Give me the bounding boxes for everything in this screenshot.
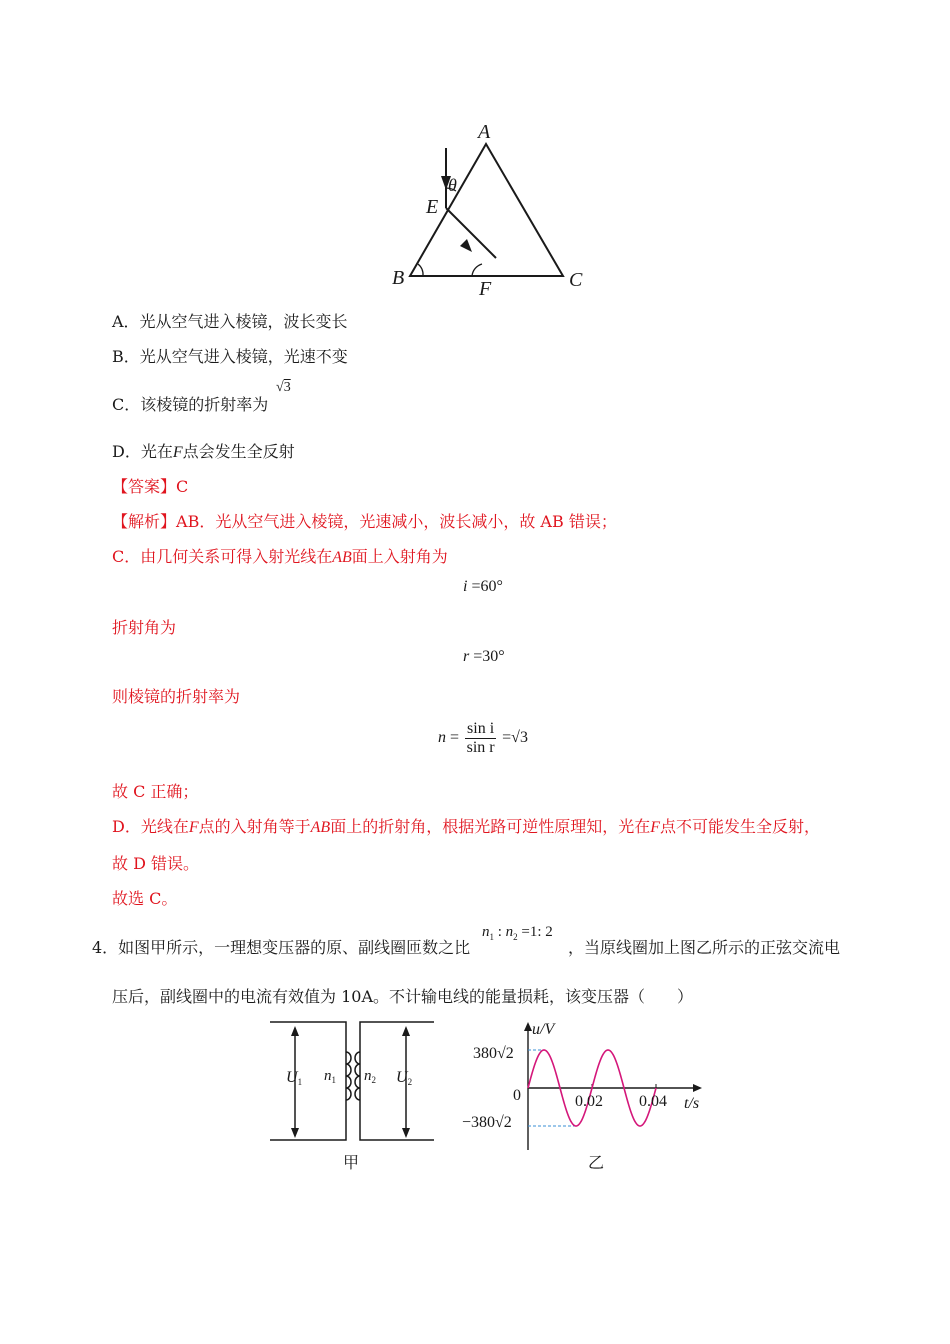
final-answer: 故选 C。 <box>112 889 178 908</box>
ratio-sub2: 2 <box>513 932 518 942</box>
eq-n-numerator: sin i <box>467 720 495 737</box>
u1-label: U1 <box>286 1069 303 1087</box>
q4-ratio <box>482 924 553 942</box>
option-b: B．光从空气进入棱镜，光速不变 <box>112 347 348 366</box>
y-bottom-label: −380√2 <box>462 1114 512 1131</box>
angle-f-arc <box>472 264 482 276</box>
sine-chart <box>458 1016 718 1178</box>
option-d <box>112 442 295 463</box>
label-c: C <box>569 269 583 291</box>
ratio-n1: n <box>482 924 490 940</box>
analysis-d-line-1 <box>112 817 820 838</box>
option-d-post: 点会发生全反射 <box>182 442 295 461</box>
u2-label: U2 <box>396 1069 413 1087</box>
q4-line-2: 压后，副线圈中的电流有效值为 10A。不计输电线的能量损耗，该变压器（ ） <box>112 987 694 1006</box>
n1-label: $n_1$ <box>324 1068 336 1085</box>
equation-i <box>463 578 503 596</box>
eq-n-eq: = <box>450 729 460 747</box>
origin-label: 0 <box>513 1087 521 1104</box>
arrow-up-icon <box>291 1026 299 1036</box>
arrow-down-icon <box>291 1128 299 1138</box>
eq-n-fraction <box>465 720 496 757</box>
ratio-colon: : <box>497 924 502 940</box>
x-axis-label: t/s <box>684 1095 700 1112</box>
eq-i-var: i <box>463 578 468 595</box>
d1d: AB <box>310 819 331 836</box>
analysis-ab-text: AB．光从空气进入棱镜，光速减小，波长减小，故 AB 错误； <box>176 512 617 531</box>
answer: 【答案】C <box>112 477 189 496</box>
y-axis-arrow-icon <box>524 1022 532 1031</box>
label-b: B <box>392 267 405 289</box>
label-e: E <box>426 196 439 218</box>
d1b: F <box>188 819 199 836</box>
c-line-post: 面上入射角为 <box>351 547 448 566</box>
equation-n <box>438 720 528 757</box>
eq-n-denominator: sin r <box>466 739 495 756</box>
ratio-n2: n <box>505 924 514 940</box>
d1g: 点不可能发生全反射， <box>659 817 820 836</box>
analysis-ab <box>112 512 617 532</box>
eq-r-val: =30° <box>473 648 505 665</box>
eq-n-var: n <box>438 729 446 747</box>
x-axis-arrow-icon <box>693 1084 702 1092</box>
d1f: F <box>650 819 660 836</box>
index-label: 则棱镜的折射率为 <box>112 687 241 706</box>
y-top-label: 380√2 <box>473 1045 514 1062</box>
analysis-tag: 【解析】 <box>112 512 177 531</box>
c-line-var: AB <box>332 549 352 566</box>
eq-r-var: r <box>463 648 470 665</box>
c-correct: 故 C 正确； <box>112 782 199 801</box>
prism-figure <box>380 118 590 302</box>
ratio-sub1: 1 <box>489 932 494 942</box>
option-a: A．光从空气进入棱镜，波长变长 <box>112 312 348 331</box>
c-line-pre: C．由几何关系可得入射光线在 <box>112 547 333 566</box>
y-axis-label: u/V <box>532 1021 555 1038</box>
caption-yi: 乙 <box>588 1153 605 1172</box>
q4-line-1 <box>92 938 470 958</box>
option-c <box>112 395 268 415</box>
refraction-label: 折射角为 <box>112 618 177 637</box>
eq-i-val: =60° <box>471 578 503 595</box>
x-tick-label-2: 0.04 <box>639 1093 667 1110</box>
n2-label: $n_2$ <box>364 1068 376 1085</box>
option-d-pre: D．光在 <box>112 442 173 461</box>
d1c: 点的入射角等于 <box>198 817 311 836</box>
q4-pre: 4．如图甲所示，一理想变压器的原、副线圈匝数之比 <box>92 938 471 957</box>
ratio-val: =1: 2 <box>521 924 553 940</box>
q4-line-1-post: ，当原线圈加上图乙所示的正弦交流电 <box>568 938 841 957</box>
d1e: 面上的折射角，根据光路可逆性原理知，光在 <box>330 817 651 836</box>
analysis-d-line-2: 故 D 错误。 <box>112 854 200 873</box>
label-f: F <box>479 278 492 300</box>
arrow-down-icon <box>402 1128 410 1138</box>
option-c-radicand: 3 <box>283 380 291 395</box>
d1a: D．光线在 <box>112 817 189 836</box>
arrow-up-icon <box>402 1026 410 1036</box>
transformer-figure <box>266 1016 438 1176</box>
x-tick-label-1: 0.02 <box>575 1093 603 1110</box>
label-theta: θ <box>448 175 457 195</box>
option-d-var: F <box>172 444 183 461</box>
option-c-value: √3 <box>276 380 291 395</box>
label-a: A <box>478 121 491 143</box>
equation-r <box>463 648 505 666</box>
caption-jia: 甲 <box>343 1153 360 1172</box>
angle-b-arc <box>418 264 423 276</box>
eq-n-result: =√3 <box>502 729 528 747</box>
arrow-diagonal-icon <box>460 239 472 252</box>
option-c-text: C．该棱镜的折射率为 <box>112 395 269 414</box>
analysis-c-line <box>112 547 448 568</box>
